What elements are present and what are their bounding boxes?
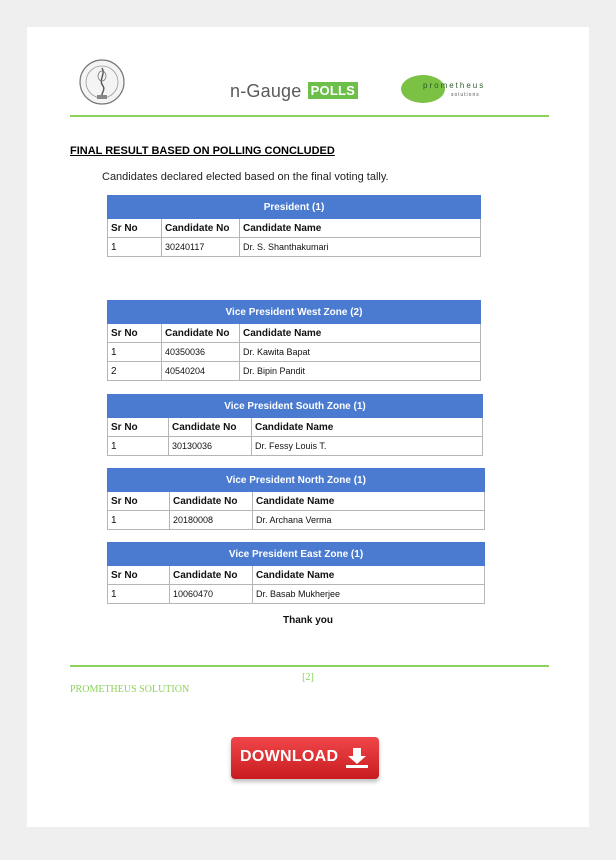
association-seal-logo xyxy=(78,58,126,106)
candidate-no-cell: 20180008 xyxy=(170,511,253,530)
column-header-candidate-no: Candidate No xyxy=(162,324,240,343)
document-page xyxy=(27,27,589,827)
sr-no-cell: 2 xyxy=(108,362,162,381)
candidate-no-cell: 40540204 xyxy=(162,362,240,381)
candidate-no-cell: 30130036 xyxy=(169,437,252,456)
candidate-no-cell: 10060470 xyxy=(170,585,253,604)
table-row xyxy=(108,343,481,362)
column-header-sr-no: Sr No xyxy=(108,219,162,238)
table-row xyxy=(108,238,481,257)
sr-no-cell: 1 xyxy=(108,585,170,604)
column-header-candidate-name: Candidate Name xyxy=(253,492,485,511)
candidate-no-cell: 30240117 xyxy=(162,238,240,257)
candidate-no-cell: 40350036 xyxy=(162,343,240,362)
closing-text: Thank you xyxy=(282,615,333,626)
download-icon xyxy=(344,746,370,770)
table-title: Vice President West Zone (2) xyxy=(108,301,481,324)
prometheus-logo xyxy=(401,75,491,105)
candidate-name-cell: Dr. S. Shanthakumari xyxy=(240,238,481,257)
column-header-sr-no: Sr No xyxy=(108,492,170,511)
table-title: President (1) xyxy=(108,196,481,219)
sr-no-cell: 1 xyxy=(108,238,162,257)
column-header-candidate-no: Candidate No xyxy=(162,219,240,238)
candidate-name-cell: Dr. Basab Mukherjee xyxy=(253,585,485,604)
column-header-candidate-name: Candidate Name xyxy=(240,219,481,238)
table-title: Vice President South Zone (1) xyxy=(108,395,483,418)
column-header-candidate-name: Candidate Name xyxy=(253,566,485,585)
footer-divider xyxy=(70,665,549,667)
results-table-vp-west xyxy=(107,300,481,381)
results-table-president xyxy=(107,195,481,257)
results-table-vp-north xyxy=(107,468,485,530)
download-button-label: DOWNLOAD xyxy=(240,748,339,765)
column-header-sr-no: Sr No xyxy=(108,566,170,585)
column-header-sr-no: Sr No xyxy=(108,324,162,343)
sr-no-cell: 1 xyxy=(108,437,169,456)
table-row xyxy=(108,585,485,604)
column-header-candidate-no: Candidate No xyxy=(170,492,253,511)
candidate-name-cell: Dr. Fessy Louis T. xyxy=(252,437,483,456)
column-header-candidate-no: Candidate No xyxy=(169,418,252,437)
result-heading: FINAL RESULT BASED ON POLLING CONCLUDED xyxy=(70,145,335,157)
footer-company-name: PROMETHEUS SOLUTION xyxy=(70,684,190,695)
page-number: [2] xyxy=(302,672,314,683)
header-divider xyxy=(70,115,549,117)
sr-no-cell: 1 xyxy=(108,343,162,362)
column-header-candidate-no: Candidate No xyxy=(170,566,253,585)
polls-badge: POLLS xyxy=(308,82,358,99)
brand-name: n-Gauge xyxy=(230,81,302,101)
prometheus-logo-subtext: solutions xyxy=(451,92,480,98)
results-table-vp-east xyxy=(107,542,485,604)
table-row xyxy=(108,362,481,381)
download-button[interactable] xyxy=(231,737,379,779)
table-title: Vice President East Zone (1) xyxy=(108,543,485,566)
candidate-name-cell: Dr. Archana Verma xyxy=(253,511,485,530)
document-header xyxy=(27,27,589,119)
table-title: Vice President North Zone (1) xyxy=(108,469,485,492)
column-header-sr-no: Sr No xyxy=(108,418,169,437)
column-header-candidate-name: Candidate Name xyxy=(240,324,481,343)
results-table-vp-south xyxy=(107,394,483,456)
candidate-name-cell: Dr. Bipin Pandit xyxy=(240,362,481,381)
intro-text: Candidates declared elected based on the final voting tally. xyxy=(102,171,389,183)
table-row xyxy=(108,511,485,530)
ngauge-polls-logo xyxy=(230,81,358,102)
table-row xyxy=(108,437,483,456)
candidate-name-cell: Dr. Kawita Bapat xyxy=(240,343,481,362)
column-header-candidate-name: Candidate Name xyxy=(252,418,483,437)
prometheus-logo-text: prometheus xyxy=(423,81,486,90)
sr-no-cell: 1 xyxy=(108,511,170,530)
